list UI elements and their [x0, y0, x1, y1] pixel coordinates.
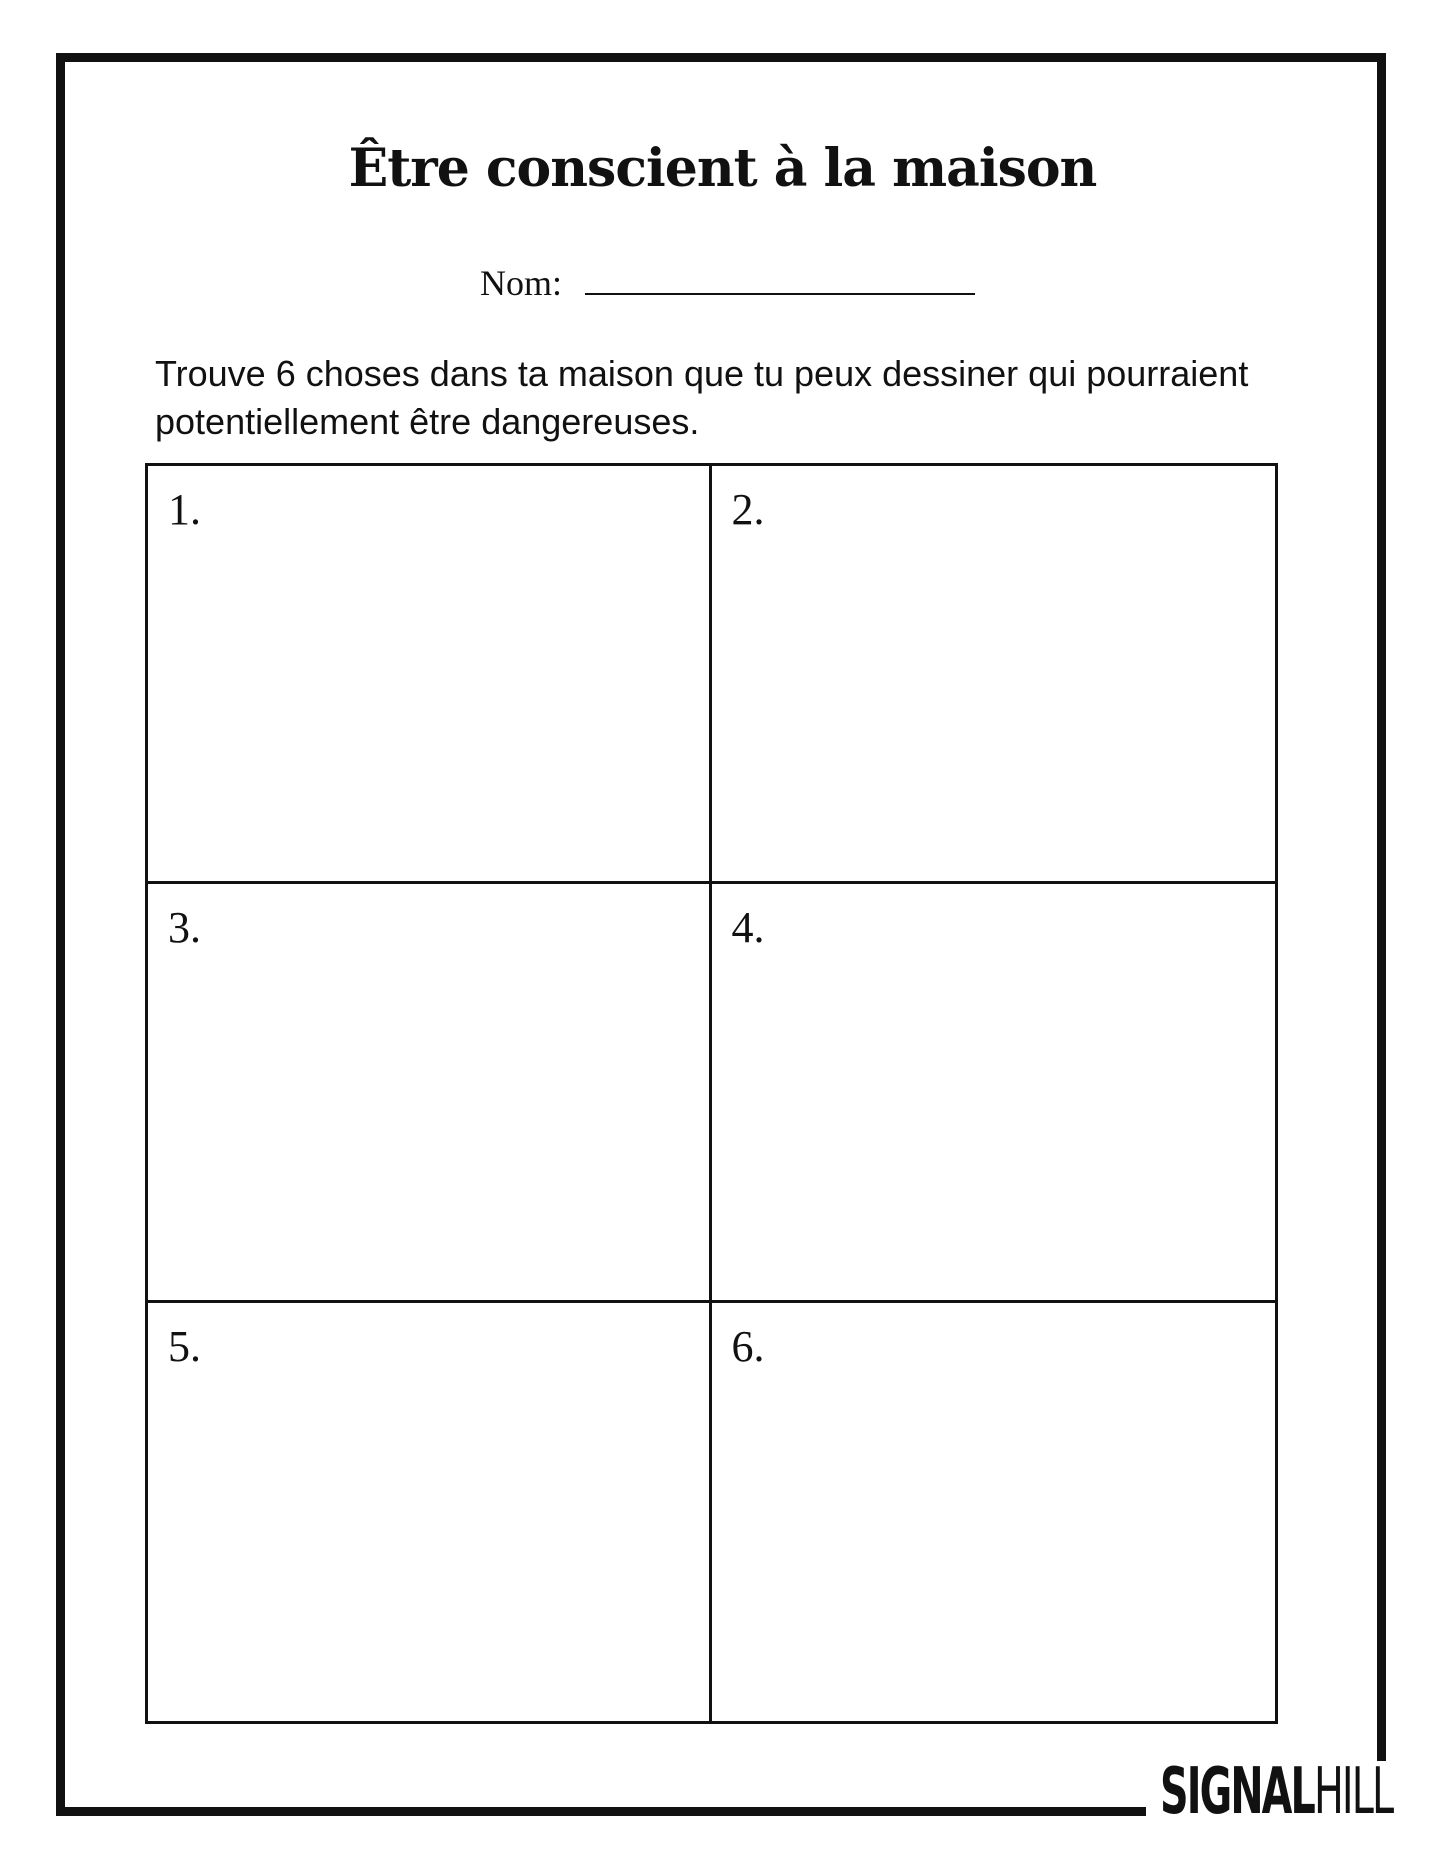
drawing-box-2[interactable] — [712, 466, 1276, 884]
drawing-box-6[interactable] — [712, 1303, 1276, 1721]
box-number: 6. — [731, 1321, 765, 1371]
box-number: 3. — [168, 903, 201, 953]
box-number: 2. — [731, 485, 765, 534]
page-border-top — [56, 53, 1386, 62]
instructions-text: Trouve 6 choses dans ta maison que tu peux dessiner qui pourraient potentiellement être dangereuses. — [155, 353, 1249, 442]
logo-part-hill: HILL — [1313, 1755, 1393, 1829]
name-label: Nom: — [480, 263, 563, 303]
drawing-grid — [145, 463, 1278, 1724]
box-number: 5. — [168, 1321, 201, 1371]
drawing-box-5[interactable] — [148, 1303, 712, 1721]
name-write-line[interactable] — [585, 293, 975, 295]
page-border-right — [1377, 53, 1386, 1761]
box-number: 4. — [731, 903, 765, 953]
logo-part-signal: SIGNAL — [1160, 1755, 1314, 1829]
page-border-left — [56, 53, 65, 1816]
drawing-box-4[interactable] — [712, 884, 1276, 1302]
box-number: 1. — [168, 485, 201, 534]
worksheet-title: Être conscient à la maison — [348, 138, 1097, 199]
drawing-box-1[interactable] — [148, 466, 712, 884]
page-border-bottom — [56, 1807, 1146, 1816]
signalhill-logo — [1160, 1755, 1392, 1829]
drawing-box-3[interactable] — [148, 884, 712, 1302]
